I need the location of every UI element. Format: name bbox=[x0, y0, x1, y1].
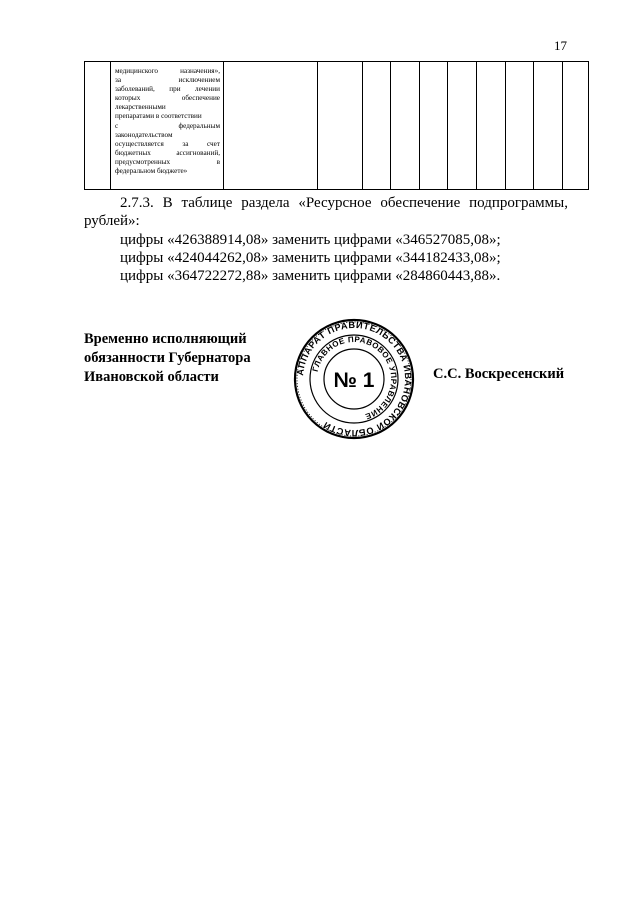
replacement-line: цифры «364722272,88» заменить цифрами «284860443,88». bbox=[120, 268, 501, 284]
seal-number: № 1 bbox=[333, 369, 375, 392]
seal-inner-text: ГЛАВНОЕ ПРАВОВОЕ УПРАВЛЕНИЕ bbox=[310, 334, 399, 422]
cell-line: лекарственными bbox=[115, 103, 166, 112]
cell-line: федеральном бюджете» bbox=[115, 167, 188, 176]
cell-line: законодательством bbox=[115, 130, 173, 139]
cell-line: предусмотренных в bbox=[115, 157, 220, 166]
signatory-title-line: Временно исполняющий bbox=[84, 331, 247, 347]
table-cell-empty bbox=[318, 62, 363, 190]
replacement-line: цифры «426388914,08» заменить цифрами «346527085,08»; bbox=[120, 232, 501, 248]
cell-line: препаратами в соответствии bbox=[115, 112, 202, 121]
signatory-title-line: обязанности Губернатора bbox=[84, 350, 251, 366]
seal-outer-text: АППАРАТ ПРАВИТЕЛЬСТВА ИВАНОВСКОЙ ОБЛАСТИ bbox=[295, 319, 414, 439]
table-cell-empty bbox=[563, 62, 589, 190]
page-number: 17 bbox=[554, 38, 567, 53]
table-cell-empty bbox=[363, 62, 391, 190]
signatory-name: С.С. Воскресенский bbox=[433, 366, 565, 382]
table-cell-empty bbox=[477, 62, 506, 190]
clause-heading-continued: рублей»: bbox=[84, 213, 140, 229]
clause-heading: 2.7.3. В таблице раздела «Ресурсное обеспечение подпрограммы, bbox=[120, 195, 568, 211]
cell-line: медицинского назначения», bbox=[115, 67, 220, 75]
cell-line: бюджетных ассигнований, bbox=[115, 148, 220, 157]
table-cell-empty bbox=[448, 62, 477, 190]
table-cell-empty bbox=[224, 62, 318, 190]
cell-line: с федеральным bbox=[115, 121, 220, 130]
cell-line: за исключением bbox=[115, 76, 220, 85]
cell-line: осуществляется за счет bbox=[115, 139, 220, 148]
signatory-title bbox=[84, 330, 251, 387]
table-cell-empty bbox=[391, 62, 420, 190]
table-cell-empty bbox=[85, 62, 111, 190]
table-cell-description bbox=[111, 62, 224, 190]
table-cell-empty bbox=[506, 62, 534, 190]
cell-line: которых обеспечение bbox=[115, 94, 220, 103]
resource-table-fragment bbox=[84, 61, 568, 190]
official-seal bbox=[293, 318, 415, 440]
replacement-line: цифры «424044262,08» заменить цифрами «344182433,08»; bbox=[120, 250, 501, 266]
cell-line: заболеваний, при лечении bbox=[115, 85, 220, 94]
table-cell-empty bbox=[420, 62, 448, 190]
signatory-title-line: Ивановской области bbox=[84, 369, 219, 385]
table-cell-empty bbox=[534, 62, 563, 190]
